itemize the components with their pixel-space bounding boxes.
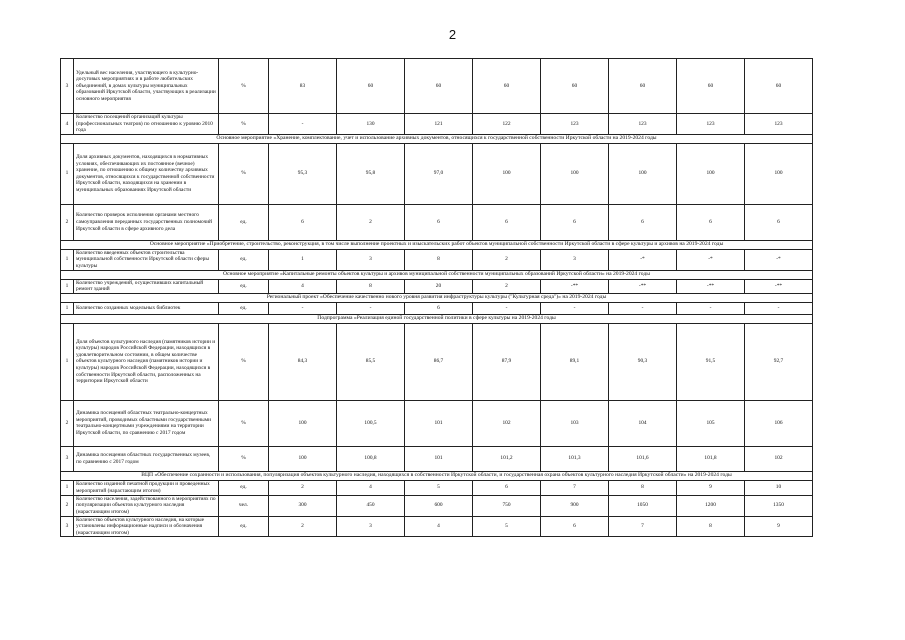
value-cell: - bbox=[269, 114, 337, 135]
section-header-row bbox=[61, 270, 813, 279]
table-row bbox=[61, 59, 813, 114]
value-cell: 6 bbox=[473, 204, 541, 240]
unit-cell: % bbox=[219, 446, 269, 471]
value-cell: 89,1 bbox=[541, 323, 609, 400]
value-cell: 101,8 bbox=[677, 446, 745, 471]
value-cell: 100 bbox=[745, 143, 813, 204]
value-cell: 5 bbox=[405, 480, 473, 495]
unit-cell: % bbox=[219, 323, 269, 400]
value-cell: - bbox=[541, 302, 609, 314]
row-number: 2 bbox=[61, 400, 74, 446]
value-cell: 8 bbox=[405, 249, 473, 270]
value-cell: 84,3 bbox=[269, 323, 337, 400]
value-cell: 85,5 bbox=[337, 323, 405, 400]
value-cell: 6 bbox=[609, 204, 677, 240]
value-cell: -* bbox=[609, 249, 677, 270]
indicator-name: Количество изданной печатной продукции и проведенных мероприятий (нарастающим итогом) bbox=[74, 480, 219, 495]
value-cell: 95,8 bbox=[337, 143, 405, 204]
row-number: 3 bbox=[61, 516, 74, 537]
value-cell: 100,8 bbox=[337, 446, 405, 471]
unit-cell: % bbox=[219, 114, 269, 135]
indicator-name: Доля архивных документов, находящихся в нормативных условиях, обеспечивающих их постоянное (вечное) хранение, по отношению к общему количеству архивных документов, относящихся к государственной собственности Иркутской области, находящихся на хранении в муниципальных образованиях Иркутской области bbox=[74, 143, 219, 204]
value-cell: 121 bbox=[405, 114, 473, 135]
value-cell: 7 bbox=[541, 480, 609, 495]
value-cell: 101 bbox=[405, 400, 473, 446]
value-cell: 60 bbox=[405, 59, 473, 114]
value-cell: 92,7 bbox=[745, 323, 813, 400]
value-cell: 5 bbox=[473, 516, 541, 537]
value-cell: -** bbox=[541, 279, 609, 293]
value-cell: 6 bbox=[541, 516, 609, 537]
value-cell: 123 bbox=[745, 114, 813, 135]
value-cell: - bbox=[473, 302, 541, 314]
unit-cell: ед. bbox=[219, 516, 269, 537]
value-cell: 8 bbox=[337, 279, 405, 293]
unit-cell: % bbox=[219, 59, 269, 114]
row-number: 1 bbox=[61, 143, 74, 204]
row-number: 3 bbox=[61, 446, 74, 471]
row-number: 1 bbox=[61, 279, 74, 293]
value-cell: 100 bbox=[677, 143, 745, 204]
indicator-name: Динамика посещений областных театрально-концертных мероприятий, проводимых областными государственными театрально-концертными учреждениями на территории Иркутской области, по сравнению с 2017 годом bbox=[74, 400, 219, 446]
value-cell: 6 bbox=[405, 302, 473, 314]
value-cell: 106 bbox=[745, 400, 813, 446]
value-cell: 60 bbox=[609, 59, 677, 114]
value-cell: 100 bbox=[269, 446, 337, 471]
value-cell: -** bbox=[609, 279, 677, 293]
section-title: Подпрограмма «Реализация единой государственной политики в сфере культуры на 2019-2024 годы bbox=[61, 314, 813, 323]
value-cell: 6 bbox=[269, 204, 337, 240]
indicator-name: Удельный вес населения, участвующего в культурно-досуговых мероприятиях и в работе любительских объединений, в домах культуры муниципальных образований Иркутской области, участвующих в реализации основного мероприятия bbox=[74, 59, 219, 114]
unit-cell: % bbox=[219, 400, 269, 446]
indicator-name: Количество учреждений, осуществивших капитальный ремонт зданий bbox=[74, 279, 219, 293]
value-cell: 130 bbox=[337, 114, 405, 135]
value-cell: 6 bbox=[677, 204, 745, 240]
value-cell: 20 bbox=[405, 279, 473, 293]
value-cell: 60 bbox=[473, 59, 541, 114]
value-cell: 900 bbox=[541, 495, 609, 516]
table-row bbox=[61, 446, 813, 471]
value-cell: 60 bbox=[337, 59, 405, 114]
value-cell: - bbox=[677, 302, 745, 314]
table-row bbox=[61, 516, 813, 537]
value-cell: -** bbox=[677, 279, 745, 293]
value-cell: 100 bbox=[269, 400, 337, 446]
value-cell: - bbox=[609, 302, 677, 314]
unit-cell: ед. bbox=[219, 279, 269, 293]
indicator-name: Количество созданных модельных библиотек bbox=[74, 302, 219, 314]
value-cell: 123 bbox=[541, 114, 609, 135]
value-cell: 2 bbox=[269, 480, 337, 495]
value-cell: 95,3 bbox=[269, 143, 337, 204]
value-cell: -* bbox=[745, 249, 813, 270]
indicator-name: Количество введенных объектов строительства муниципальной собственности Иркутской области сферы культуры bbox=[74, 249, 219, 270]
value-cell: 1200 bbox=[677, 495, 745, 516]
indicator-name: Динамика посещения областных государственных музеев, по сравнению с 2017 годом bbox=[74, 446, 219, 471]
value-cell: 4 bbox=[405, 516, 473, 537]
value-cell: 4 bbox=[337, 480, 405, 495]
value-cell: 6 bbox=[473, 480, 541, 495]
unit-cell: ед. bbox=[219, 480, 269, 495]
value-cell: 103 bbox=[541, 400, 609, 446]
value-cell: 1 bbox=[269, 249, 337, 270]
value-cell: 1050 bbox=[609, 495, 677, 516]
value-cell: 60 bbox=[677, 59, 745, 114]
indicator-name: Количество посещений организаций культуры (профессиональных театров) по отношению к уровню 2010 года bbox=[74, 114, 219, 135]
value-cell: 101,3 bbox=[541, 446, 609, 471]
table-row bbox=[61, 495, 813, 516]
value-cell: 9 bbox=[677, 480, 745, 495]
value-cell: 122 bbox=[473, 114, 541, 135]
section-title: Основное мероприятие «Капитальные ремонты объектов культуры и архивов муниципальной собственности муниципальных образований Иркутской области» на 2019-2024 годы bbox=[61, 270, 813, 279]
value-cell: 101,6 bbox=[609, 446, 677, 471]
value-cell: 83 bbox=[269, 59, 337, 114]
value-cell: - bbox=[745, 302, 813, 314]
row-number: 1 bbox=[61, 249, 74, 270]
table-row bbox=[61, 302, 813, 314]
section-title: Региональный проект «Обеспечение качественно нового уровня развития инфраструктуры культуры ("Культурная среда")» на 2019-2024 годы bbox=[61, 293, 813, 302]
row-number: 2 bbox=[61, 204, 74, 240]
value-cell: -** bbox=[745, 279, 813, 293]
section-header-row bbox=[61, 240, 813, 249]
value-cell: 100,5 bbox=[337, 400, 405, 446]
table-row bbox=[61, 323, 813, 400]
value-cell: 100 bbox=[541, 143, 609, 204]
section-title: ВЦП «Обеспечение сохранности и использования, популяризация объектов культурного наследия, находящихся в собственности Иркутской области, и государственная охрана объектов культурного наследия Иркутской области» на 2019-2024 годы bbox=[61, 471, 813, 480]
table-row bbox=[61, 114, 813, 135]
value-cell: 102 bbox=[745, 446, 813, 471]
page-number: 2 bbox=[448, 27, 457, 42]
value-cell: 123 bbox=[677, 114, 745, 135]
unit-cell: ед. bbox=[219, 249, 269, 270]
value-cell: - bbox=[337, 302, 405, 314]
value-cell: -* bbox=[677, 249, 745, 270]
value-cell: 105 bbox=[677, 400, 745, 446]
value-cell: 3 bbox=[337, 249, 405, 270]
value-cell: 2 bbox=[473, 249, 541, 270]
value-cell: 4 bbox=[269, 279, 337, 293]
section-header-row bbox=[61, 134, 813, 143]
row-number: 2 bbox=[61, 495, 74, 516]
value-cell: 300 bbox=[269, 495, 337, 516]
table-row bbox=[61, 249, 813, 270]
value-cell: 60 bbox=[541, 59, 609, 114]
row-number: 1 bbox=[61, 302, 74, 314]
table-row bbox=[61, 143, 813, 204]
value-cell: 101,2 bbox=[473, 446, 541, 471]
section-title: Основное мероприятие «Приобретение, строительство, реконструкция, в том числе выполнение проектных и изыскательских работ объектов муниципальной собственности Иркутской области в сфере культуры и архивов на 2019-2024 годы bbox=[61, 240, 813, 249]
value-cell: 123 bbox=[609, 114, 677, 135]
value-cell: 60 bbox=[745, 59, 813, 114]
value-cell: 102 bbox=[473, 400, 541, 446]
value-cell: 10 bbox=[745, 480, 813, 495]
value-cell: 100 bbox=[609, 143, 677, 204]
value-cell: 750 bbox=[473, 495, 541, 516]
unit-cell: ед. bbox=[219, 204, 269, 240]
value-cell: 86,7 bbox=[405, 323, 473, 400]
value-cell: 3 bbox=[337, 516, 405, 537]
value-cell: 450 bbox=[337, 495, 405, 516]
value-cell: 91,5 bbox=[677, 323, 745, 400]
table-row bbox=[61, 279, 813, 293]
value-cell: 6 bbox=[405, 204, 473, 240]
indicator-name: Количество населения, задействованного в мероприятиях по популяризации объектов культурного наследия (нарастающим итогом) bbox=[74, 495, 219, 516]
section-header-row bbox=[61, 314, 813, 323]
row-number: 3 bbox=[61, 59, 74, 114]
unit-cell: % bbox=[219, 143, 269, 204]
value-cell: 2 bbox=[473, 279, 541, 293]
value-cell: - bbox=[269, 302, 337, 314]
value-cell: 87,9 bbox=[473, 323, 541, 400]
indicators-table bbox=[60, 58, 813, 537]
value-cell: 7 bbox=[609, 516, 677, 537]
row-number: 1 bbox=[61, 480, 74, 495]
indicator-name: Количество объектов культурного наследия, на которые установлены информационные надписи и обозначения (нарастающим итогом) bbox=[74, 516, 219, 537]
row-number: 4 bbox=[61, 114, 74, 135]
table-row bbox=[61, 204, 813, 240]
section-header-row bbox=[61, 293, 813, 302]
value-cell: 6 bbox=[745, 204, 813, 240]
value-cell: 3 bbox=[541, 249, 609, 270]
value-cell: 2 bbox=[337, 204, 405, 240]
section-title: Основное мероприятие «Хранение, комплектование, учет и использование архивных документов, относящихся к государственной собственности Иркутской области на 2019-2024 годы bbox=[61, 134, 813, 143]
value-cell: 6 bbox=[541, 204, 609, 240]
row-number: 1 bbox=[61, 323, 74, 400]
value-cell: 8 bbox=[609, 480, 677, 495]
value-cell: 101 bbox=[405, 446, 473, 471]
value-cell: 8 bbox=[677, 516, 745, 537]
indicator-name: Доля объектов культурного наследия (памятников истории и культуры) народов Российской Федерации, находящихся в удовлетворительном состоянии, в общем количестве объектов культурного наследия (памятников истории и культуры) народов Российской Федерации, находящихся в собственности Иркутской области, расположенных на территории Иркутской области bbox=[74, 323, 219, 400]
value-cell: 100 bbox=[473, 143, 541, 204]
section-header-row bbox=[61, 471, 813, 480]
value-cell: 2 bbox=[269, 516, 337, 537]
unit-cell: ед. bbox=[219, 302, 269, 314]
value-cell: 104 bbox=[609, 400, 677, 446]
value-cell: 1350 bbox=[745, 495, 813, 516]
table-row bbox=[61, 400, 813, 446]
unit-cell: чел. bbox=[219, 495, 269, 516]
value-cell: 600 bbox=[405, 495, 473, 516]
table-row bbox=[61, 480, 813, 495]
value-cell: 90,3 bbox=[609, 323, 677, 400]
indicator-name: Количество проверок исполнения органами местного самоуправления переданных государственных полномочий Иркутской области в сфере архивного дела bbox=[74, 204, 219, 240]
value-cell: 97,0 bbox=[405, 143, 473, 204]
value-cell: 9 bbox=[745, 516, 813, 537]
